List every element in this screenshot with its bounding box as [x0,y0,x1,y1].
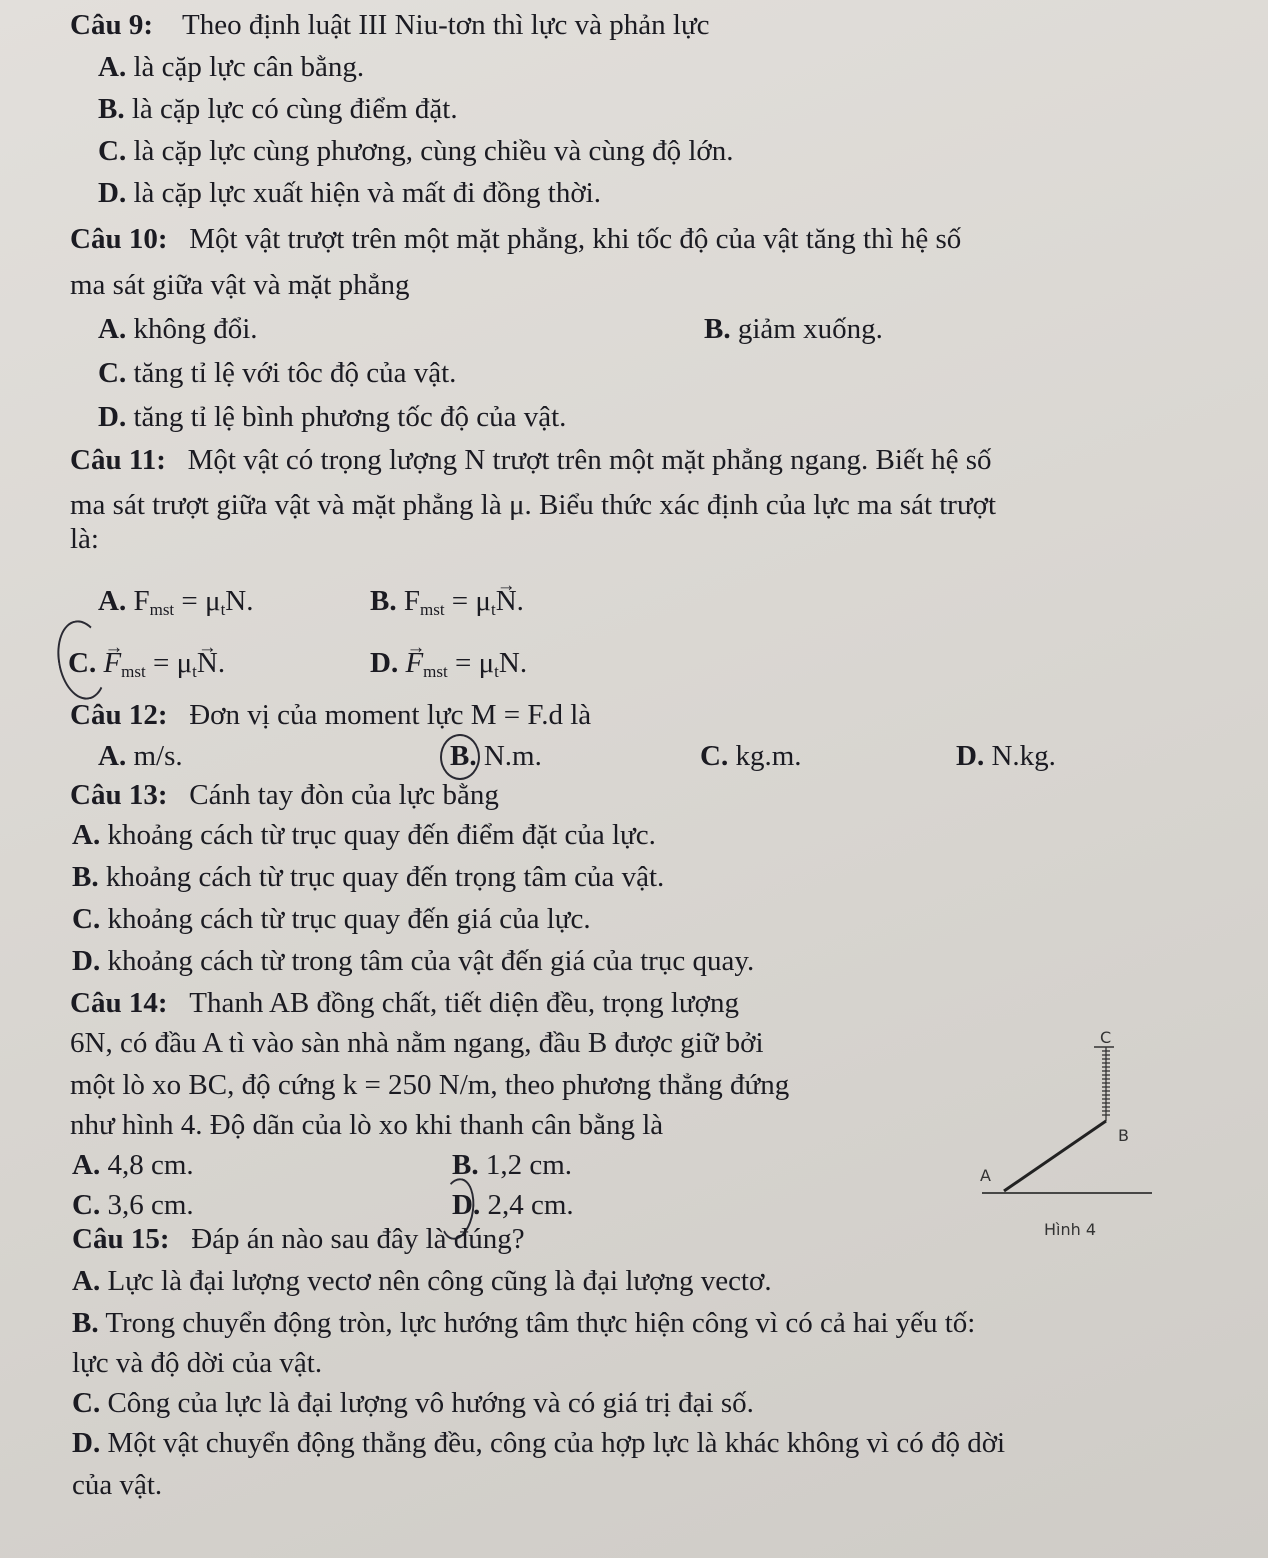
q12-option-c: C. kg.m. [700,740,802,772]
q14-option-c: C. 3,6 cm. [72,1189,194,1221]
q14-stem-line4: như hình 4. Độ dãn của lò xo khi thanh cân bằng là [70,1109,664,1141]
label-b: B [1118,1126,1129,1145]
answer-circle-mark [440,734,480,780]
q13-option-a: A. khoảng cách từ trục quay đến điểm đặt của lực. [72,819,656,851]
q13-stem: Câu 13: Cánh tay đòn của lực bằng [70,779,499,811]
q10-stem-line2: ma sát giữa vật và mặt phẳng [70,269,410,301]
q10-stem: Câu 10: Một vật trượt trên một mặt phẳng, khi tốc độ của vật tăng thì hệ số [70,223,962,255]
q11-option-c: C. → $F_{mst} = \mu_t\to N$. [68,646,225,680]
q10-number: Câu 10: [70,223,168,255]
q15-option-a: A. Lực là đại lượng vectơ nên công cũng là đại lượng vectơ. [72,1265,772,1297]
q9-option-a: A. là cặp lực cân bằng. [98,51,365,83]
q13-number: Câu 13: [70,779,168,811]
q14-stem-line2: 6N, có đầu A tì vào sàn nhà nằm ngang, đầu B được giữ bởi [70,1027,764,1059]
q12-option-d: D. N.kg. [956,740,1056,772]
rod-ab [1004,1121,1106,1191]
q14-number: Câu 14: [70,987,168,1019]
q11-number: Câu 11: [70,444,166,476]
q11-option-b: B. $F_{mst} = \mu_t\to N$. [370,584,524,618]
q15-option-c: C. Công của lực là đại lượng vô hướng và có giá trị đại số. [72,1387,754,1419]
q14-option-a: A. 4,8 cm. [72,1149,194,1181]
q14-stem-line3: một lò xo BC, độ cứng k = 250 N/m, theo phương thẳng đứng [70,1069,790,1101]
q9-option-c: C. là cặp lực cùng phương, cùng chiều và cùng độ lớn. [98,135,734,167]
q10-option-d: D. tăng tỉ lệ bình phương tốc độ của vật. [98,401,567,433]
spring-coil [1102,1047,1110,1121]
q12-stem: Câu 12: Đơn vị của moment lực M = F.d là [70,699,592,731]
q11-stem-line2: ma sát trượt giữa vật và mặt phẳng là μ. Biểu thức xác định của lực ma sát trượt [70,489,997,521]
q9-option-b: B. là cặp lực có cùng điểm đặt. [98,93,458,125]
q14-option-b: B. 1,2 cm. [452,1149,573,1181]
q9-stem [70,8,710,42]
q13-option-d: D. khoảng cách từ trong tâm của vật đến giá của trục quay. [72,945,755,977]
q12-option-a: A. m/s. [98,740,183,772]
figure-caption: Hình 4 [1044,1220,1097,1239]
q10-option-b: B. giảm xuống. [704,313,883,345]
q13-option-c: C. khoảng cách từ trục quay đến giá của lực. [72,903,591,935]
q11-stem-line3: là: [70,523,99,555]
answer-circle-mark [51,616,112,703]
q12-number: Câu 12: [70,699,168,731]
q15-number: Câu 15: [72,1223,170,1255]
label-c: C [1100,1028,1112,1047]
q15-option-d: D. Một vật chuyển động thẳng đều, công của hợp lực là khác không vì có độ dời [72,1427,1006,1459]
q15-option-b-line2: lực và độ dời của vật. [72,1347,323,1379]
q11-option-d: D. → $F_{mst} = \mu_tN$. [370,646,527,680]
q13-option-b: B. khoảng cách từ trục quay đến trọng tâm của vật. [72,861,665,893]
q15-option-d-line2: của vật. [72,1469,163,1501]
q9-option-d: D. là cặp lực xuất hiện và mất đi đồng thời. [98,177,601,209]
q15-option-b: B. Trong chuyển động tròn, lực hướng tâm thực hiện công vì có cả hai yếu tố: [72,1307,976,1339]
q9-stem-text: Theo định luật III Niu-tơn thì lực và phản lực [181,9,710,41]
q10-option-c: C. tăng tỉ lệ với tôc độ của vật. [98,357,457,389]
q12-option-b: B. N.m. [450,740,542,772]
q14-stem: Câu 14: Thanh AB đồng chất, tiết diện đều, trọng lượng [70,987,739,1019]
q15-stem: Câu 15: Đáp án nào sau đây là đúng? [72,1223,525,1255]
label-a: A [980,1166,991,1185]
q11-option-a: A. $F_{mst} = \mu_tN$. [98,585,254,619]
figure-4-rod-spring [968,1025,1168,1245]
q11-stem: Câu 11: Một vật có trọng lượng N trượt trên một mặt phẳng ngang. Biết hệ số [70,444,992,476]
q9-number: Câu 9: [70,9,153,41]
q10-option-a: A. không đổi. [98,313,258,345]
q14-option-d: D. 2,4 cm. [452,1189,574,1221]
